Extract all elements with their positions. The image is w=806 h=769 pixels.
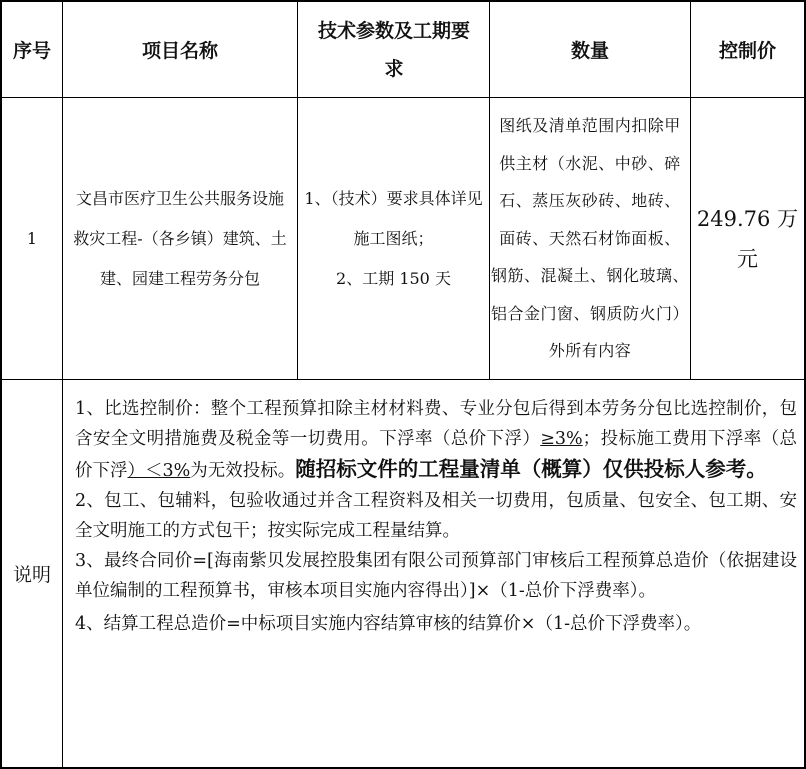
quantity-line: 钢筋、混凝土、钢化玻璃、: [490, 266, 689, 286]
price-line: 249.76 万: [696, 206, 799, 231]
row-project-name: [63, 98, 297, 379]
row-control-price: [691, 98, 804, 379]
quantity-line: 外所有内容: [548, 341, 632, 361]
quantity-line: 供主材（水泥、中砂、碎: [499, 153, 681, 173]
note-item-2: 2、包工、包辅料，包验收通过并含工程资料及相关一切费用，包质量、包安全、包工期、安全文明施工的方式包干；按实际完成工程量结算。: [75, 491, 797, 541]
quantity-line: 图纸及清单范围内扣除甲: [499, 116, 681, 136]
header-name: 项目名称: [141, 40, 218, 62]
tech-line: 施工图纸；: [353, 228, 434, 248]
project-name-line: 文昌市医疗卫生公共服务设施: [75, 188, 284, 208]
header-tech: 技术参数及工期要求: [317, 19, 470, 80]
tech-line: 1、（技术）要求具体详见: [304, 188, 483, 208]
project-name-line: 救灾工程-（各乡镇）建筑、土: [73, 228, 287, 248]
notes-label: 说明: [12, 564, 51, 586]
row-tech-requirements: [298, 98, 489, 379]
row-quantity: [490, 98, 690, 379]
quantity-line: 铝合金门窗、钢质防火门）: [490, 303, 689, 323]
note-1-text-b: ；投标施工费用下浮率（总价下浮: [75, 429, 798, 481]
header-price: 控制价: [718, 40, 776, 62]
note-1-text-a: 1、比选控制价：整个工程预算扣除主材材料费、专业分包后得到本劳务分包比选控制价，包含安全文明措施费及税金等一切费用。下浮率（总价下浮）: [75, 399, 797, 449]
note-item-3: 3、最终合同价=[海南紫贝发展控股集团有限公司预算部门审核后工程预算总造价（依据建设单位编制的工程预算书，审核本项目实施内容得出）]×（1-总价下浮费率）。: [75, 551, 797, 601]
quantity-line: 面砖、天然石材饰面板、: [499, 228, 681, 248]
note-1-invalid-threshold: ）＜3%: [127, 461, 191, 481]
price-line: 元: [737, 246, 758, 271]
notes-content: [75, 394, 797, 639]
note-item-1: [75, 394, 797, 486]
quantity-line: 石、蒸压灰砂砖、地砖、: [499, 191, 681, 211]
note-item-4: 4、结算工程总造价=中标项目实施内容结算审核的结算价×（1-总价下浮费率）。: [75, 614, 702, 634]
header-qty: 数量: [570, 40, 609, 62]
note-1-threshold: ≥3%: [540, 429, 583, 449]
note-1-text-c: 为无效投标。: [190, 461, 296, 481]
tech-line: 2、工期 150 天: [336, 268, 451, 288]
header-seq: 序号: [12, 40, 51, 62]
row-divider: [0, 379, 806, 380]
row-seq: 1: [26, 228, 38, 248]
project-name-line: 建、园建工程劳务分包: [99, 268, 260, 288]
note-1-emphasis: 随招标文件的工程量清单（概算）仅供投标人参考。: [295, 457, 767, 481]
